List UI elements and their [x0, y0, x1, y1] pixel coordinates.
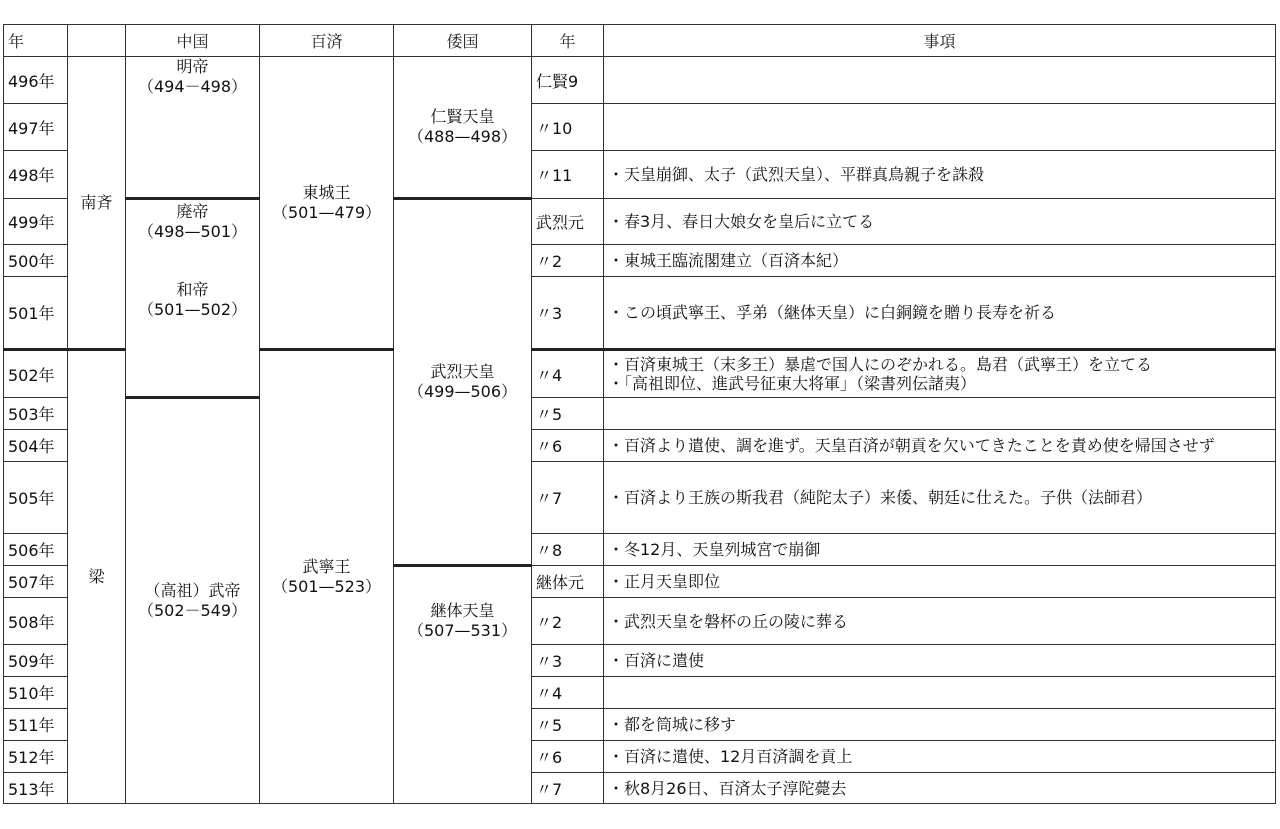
dynasty-nanqi: 南斉	[68, 57, 126, 350]
japanese-year-cell: 〃3	[532, 645, 604, 677]
china-feidi-name: 廃帝	[176, 202, 209, 221]
event-cell: ・この頃武寧王、孚弟（継体天皇）に白銅鏡を贈り長寿を祈る	[604, 277, 1276, 350]
year-cell: 502年	[4, 350, 68, 398]
japanese-year-cell: 〃7	[532, 462, 604, 534]
japanese-year-cell: 〃4	[532, 350, 604, 398]
japanese-year-cell: 〃5	[532, 709, 604, 741]
header-events: 事項	[604, 25, 1276, 57]
year-cell: 513年	[4, 773, 68, 804]
year-cell: 503年	[4, 398, 68, 430]
year-cell: 497年	[4, 104, 68, 151]
china-hedi-years: （501—502）	[137, 300, 248, 319]
event-cell: ・都を筒城に移す	[604, 709, 1276, 741]
wa-ninken	[394, 57, 532, 199]
header-china: 中国	[126, 25, 260, 57]
china-mingdi-years: （494－498）	[137, 77, 248, 96]
event-cell: ・東城王臨流閣建立（百済本紀）	[604, 245, 1276, 277]
wa-keitai-years: （507—531）	[407, 621, 518, 640]
year-cell: 505年	[4, 462, 68, 534]
event-cell	[604, 104, 1276, 151]
paekche-muryeong-name: 武寧王	[302, 557, 351, 576]
dynasty-liang: 梁	[68, 350, 126, 804]
year-cell: 496年	[4, 57, 68, 104]
wa-buretsu	[394, 199, 532, 566]
china-wudi-years: （502－549）	[137, 601, 248, 620]
japanese-year-cell: 〃7	[532, 773, 604, 804]
header-wa: 倭国	[394, 25, 532, 57]
year-cell: 507年	[4, 566, 68, 598]
japanese-year-cell: 〃4	[532, 677, 604, 709]
event-cell: ・百済より王族の斯我君（純陀太子）来倭、朝廷に仕えた。子供（法師君）	[604, 462, 1276, 534]
year-cell: 508年	[4, 598, 68, 645]
japanese-year-cell: 〃5	[532, 398, 604, 430]
header-japanese-year: 年	[532, 25, 604, 57]
year-cell: 511年	[4, 709, 68, 741]
wa-keitai	[394, 566, 532, 804]
paekche-dongseong-years: （501—479）	[271, 202, 382, 222]
header-dynasty	[68, 25, 126, 57]
japanese-year-cell: 〃8	[532, 534, 604, 566]
japanese-year-cell: 武烈元	[532, 199, 604, 245]
event-cell	[604, 677, 1276, 709]
china-feidi-years: （498—501）	[137, 222, 248, 241]
year-cell: 504年	[4, 430, 68, 462]
japanese-year-cell: 継体元	[532, 566, 604, 598]
wa-ninken-name: 仁賢天皇	[430, 107, 495, 126]
event-cell: ・春3月、春日大娘女を皇后に立てる	[604, 199, 1276, 245]
year-cell: 510年	[4, 677, 68, 709]
event-cell: ・秋8月26日、百済太子淳陀薨去	[604, 773, 1276, 804]
year-cell: 501年	[4, 277, 68, 350]
event-cell	[604, 350, 1276, 398]
event-cell: ・正月天皇即位	[604, 566, 1276, 598]
china-mingdi-name: 明帝	[176, 57, 209, 76]
paekche-muryeong-years: （501—523）	[271, 577, 382, 596]
event-cell: ・百済より遣使、調を進ず。天皇百済が朝貢を欠いてきたことを責め使を帰国させず	[604, 430, 1276, 462]
year-cell: 500年	[4, 245, 68, 277]
event-cell: ・武烈天皇を磐杯の丘の陵に葬る	[604, 598, 1276, 645]
year-cell: 499年	[4, 199, 68, 245]
table-row	[4, 199, 1276, 245]
china-wudi	[126, 398, 260, 804]
event-cell: ・天皇崩御、太子（武烈天皇）、平群真鳥親子を誅殺	[604, 151, 1276, 199]
japanese-year-cell: 仁賢9	[532, 57, 604, 104]
china-hedi-name: 和帝	[176, 280, 209, 299]
paekche-muryeong	[260, 350, 394, 804]
table-row	[4, 57, 1276, 104]
event-cell: ・冬12月、天皇列城宮で崩御	[604, 534, 1276, 566]
event-line: ・「高祖即位、進武号征東大将軍」（梁書列伝諸夷）	[608, 374, 977, 393]
china-mingdi	[126, 57, 260, 199]
year-cell: 509年	[4, 645, 68, 677]
event-cell: ・百済に遣使、12月百済調を貢上	[604, 741, 1276, 773]
japanese-year-cell: 〃2	[532, 598, 604, 645]
japanese-year-cell: 〃10	[532, 104, 604, 151]
event-cell	[604, 57, 1276, 104]
header-row	[4, 25, 1276, 57]
japanese-year-cell: 〃3	[532, 277, 604, 350]
japanese-year-cell: 〃6	[532, 430, 604, 462]
year-cell: 506年	[4, 534, 68, 566]
wa-buretsu-years: （499—506）	[407, 382, 518, 401]
wa-ninken-years: （488—498）	[407, 127, 518, 146]
spacer	[130, 242, 255, 280]
japanese-year-cell: 〃6	[532, 741, 604, 773]
header-paekche: 百済	[260, 25, 394, 57]
japanese-year-cell: 〃2	[532, 245, 604, 277]
chronology-table	[3, 24, 1276, 804]
event-cell: ・百済に遣使	[604, 645, 1276, 677]
year-cell: 512年	[4, 741, 68, 773]
paekche-dongseong	[260, 57, 394, 350]
japanese-year-cell: 〃11	[532, 151, 604, 199]
table-row	[4, 398, 1276, 430]
china-feidi-hedi	[126, 199, 260, 398]
event-cell	[604, 398, 1276, 430]
wa-buretsu-name: 武烈天皇	[430, 362, 495, 381]
wa-keitai-name: 継体天皇	[430, 601, 495, 620]
event-line: ・百済東城王（末多王）暴虐で国人にのぞかれる。島君（武寧王）を立てる	[608, 355, 1153, 374]
paekche-dongseong-name: 東城王	[302, 182, 351, 202]
year-cell: 498年	[4, 151, 68, 199]
header-year: 年	[4, 25, 68, 57]
china-wudi-name: （高祖）武帝	[144, 581, 241, 600]
